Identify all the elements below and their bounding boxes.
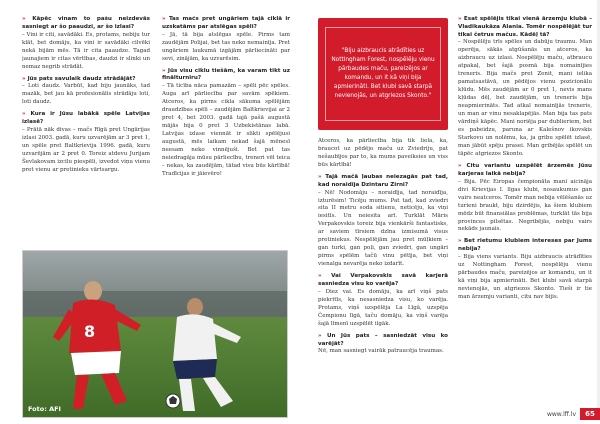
photo-illustration bbox=[23, 251, 288, 418]
qa-block bbox=[22, 16, 150, 72]
football-match-photo bbox=[22, 250, 288, 418]
pull-quote-text: "Biju aizbraucis atrādīties uz Nottingham Forest, nospēlēju vienu pārbaudes maču, pareizējos ar komandu, un it kā viņi bija apmierināti. Bet klubi savā starpā nevienojās, un atgriezos Skonto." bbox=[331, 48, 435, 99]
qa-block bbox=[162, 68, 290, 179]
pull-quote-box bbox=[318, 18, 448, 130]
question: » Vai Verpakovskis savā karjerā sasniedza visu ko varēja? bbox=[318, 273, 448, 288]
arrow-icon: » bbox=[458, 16, 464, 22]
svg-text:8: 8 bbox=[84, 322, 96, 341]
qa-block bbox=[458, 238, 592, 301]
question: » Jūs pats savulaik daudz strādājāt? bbox=[22, 75, 136, 82]
arrow-icon: » bbox=[458, 238, 465, 245]
qa-block bbox=[22, 111, 150, 174]
answer: Nē, man sasniegt vairāk patraucēja traumas. bbox=[318, 348, 444, 355]
answer: – Loti daudz. Varbūt, kad biju jaunāks, tad mazāk, bet jau kā profesionālis strādāju loti, loti daudz. bbox=[22, 83, 150, 106]
pull-quote-frame bbox=[325, 27, 441, 121]
question: » Bet rietumu klubiem intereses par Jums nebija? bbox=[458, 238, 592, 253]
page-number: 65 bbox=[580, 408, 600, 420]
column-3-flow bbox=[318, 138, 448, 360]
answer: – Tā ticība nāca pamazām – spēli pēc spēles. Auga arī pārliecība par savām spēkiem. Atceros, ka pirms cikla sākuma spēlējām draudzības spēli – zaudējām Baltkrievijai ar 2 pret 4, bet 2003. gadā tajā pašā augustā mājās bija 0 pret 3 Uzbekistānas labā. Latvijas izlase viennāt ir slikti spēlējusi augustā, mēs laikam nekad šajā mēnesī neesam neko vinnējuši. Bet pat tas neiedragāja mūsu pārliecību, treneri vēl teica – nekas, ka zaudējām, tātad visu būs kārtībā! Tradīcijas ir jāievēro! bbox=[162, 83, 290, 177]
arrow-icon: » bbox=[318, 273, 332, 280]
arrow-icon: » bbox=[22, 111, 31, 118]
arrow-icon: » bbox=[162, 16, 169, 22]
article-column-2 bbox=[162, 16, 290, 246]
answer: – Prātā nāk divas – mačs Rīgā pret Ungārijas izlasi 2003. gadā, kuru uzvarējām ar 3 pret 1, un spēle pret Baltkrievija 1996. gadā, kuru uzvarējām ar 2 pret 0. Toreiz atdevu Jurijam Ševlakovam izcilu piespēli, izvedot viņu vienu pret vienu ar pretinieku vārtsargu. bbox=[22, 126, 150, 173]
photo-caption: Foto: AFI bbox=[28, 405, 61, 413]
qa-block bbox=[318, 333, 448, 357]
website-link[interactable]: www.lff.lv bbox=[546, 411, 576, 418]
question: » Kāpēc vinam to pašu neizdevās sasniegt ar šo paaudzi, ar šo izlasi? bbox=[22, 16, 150, 30]
article-column-4 bbox=[458, 16, 592, 416]
question: » Kura ir Jūsu labākā spēle Latvijas izlasē? bbox=[22, 111, 150, 126]
arrow-icon: » bbox=[22, 16, 33, 22]
answer: – Diez vai. Es domāju, ka arī viņš pats piekritīs, ka nesasniedza visu, ko varēja. Protams, viņš uzspēlēja La Līgā, uzspēja Čempionu līgā, taču domāju, ka viņš varēja šajā līmenī uzspēlēt ilgāk. bbox=[318, 288, 448, 327]
arrow-icon: » bbox=[318, 173, 326, 180]
arrow-icon: » bbox=[162, 67, 168, 74]
article-column-1 bbox=[22, 16, 150, 246]
arrow-icon: » bbox=[318, 332, 328, 339]
qa-block bbox=[458, 16, 592, 159]
question: » Tajā mačā ļaubas neiezagās pat tad, kad noraidīja Dzintaru Zirni? bbox=[318, 173, 448, 188]
qa-block bbox=[318, 174, 448, 269]
question: » Jūs visu ciklu tiešām, ka varam tikt uz finālturnīru? bbox=[162, 67, 290, 82]
answer: – Nē! Nodomāju – noraidīja, tad noraidīja, izturēsim! Ticēju mums. Pat tad, kad zviedri sita II metru soda sitienu, neticēju, ka viņi iesitīs. Un neiesita arī. Turklāt Māris Verpakovskis toreiz bija vienkārši fantastisks, ar saviem tīrsiem dzīna izmisumā visus pretiniekus. Nespēlējām jau pret mūļkiem – gan turki, gan poļi, gan zviedri, gan ungāri pirms spēlēm tačū vinu pētīja, bet viņi vienalga nevarēja neko izdarīt. bbox=[318, 189, 448, 268]
answer: – Vini ir citi, savādāki. Es, protams, nebiju tur klāt, bet domāju, ka vini ir savādāki cilvēki nekā bijām mēs. Tā ir cita paaudze. Tagad jaunajiem ir citas vērtības, daudzi ir slinki un nemaz negrib strādāt. bbox=[22, 31, 150, 70]
answer: – Bija viens variants. Biju aizbraucis atrādīties uz Nottingham Forest, nospēlēju vienu pārbaudes maču, pareizējos ar komandu, un it kā viņi bija apmierināti. Bet klubi savā starpā nevienojās, un atgriezos Skonto. Tieši ir tie man ārzemju varianti, citu nav bijis. bbox=[458, 254, 592, 300]
qa-block bbox=[22, 76, 150, 108]
question: » Citu variantu uzspēlēt ārzemēs Jūsu karjeras laikā nebija? bbox=[458, 163, 592, 177]
arrow-icon: » bbox=[458, 163, 467, 170]
qa-block bbox=[162, 16, 290, 64]
qa-block bbox=[458, 163, 592, 234]
answer: – Jā, tā bija atslēgas spēle. Pirms tam zaudējām Polijai, bet tas neko nemainīja. Pret ungāriem laukumā izgājām pārliecināti par sevi, zinājām, ka uzvarēsim. bbox=[162, 31, 290, 62]
arrow-icon: » bbox=[22, 75, 28, 82]
qa-block bbox=[318, 273, 448, 329]
question: » Esat spēlējis tikai vienā ārzemju klubā – Vladikaukāza Alania. Tomēr nospēlējāt tur tikai četrus mačus. Kādēļ tā? bbox=[458, 16, 592, 38]
answer: – Nospēlēju trīs spēles un dabūju traumu. Man operēja, sākās atgūšanās un atceros, ka aizbraucu uz izlasi. Nospēlēju maču, atbraucu atpakaļ, bet šajā posmā bija nomainījies treneris. Bija mačs pret Zenit, mani ielika pamatsastāvā, un pēdējos vienu pozicionālu klūdu. Mēs zaudējām ar 0 pret 1, nevis mans kļūdas dēļ, bet zaudējām, un treneris bija neapmierināts. Tad atkal nomainījās treneris, un man ar vinu nesaklapējās. Man bija tas pats vārdiņš kāpēc. Mani noriēja par dublieriem, bet es pabeidzu, paruna ar Kalešnov ikovskis Starkovu un nolēmu, ka, ja gribu spēlēt izlasē, man jābūt spēju prasei. Man gribējās spēlēt un tāpēc atgriezos Skonto. bbox=[458, 39, 592, 158]
question: » Un Jūs pats – sasniedzāt visu ko varējāt? bbox=[318, 332, 448, 347]
answer: – Bija. Pēc Eiropas čempionāta mani aicināja divi Krievijas I. līgas klubi, nosaukumus gan vairs neatceros. Tomēr man nebija vēlēšanās uz turieni braukt, biju dzirdējis, ka šiem klubiem mēdz būt finansiālas problēmas, turklāt tās bija provinces pilsētas. Negribējās, nebiju vairs nekāds jaunais. bbox=[458, 178, 592, 233]
intro-paragraph: Atceros, ka pārliecība bija tik liela, ka, braucot uz pēdējo maču uz Zviedriju, pat nešaubījos par to, ka mums paveiksies un viss būs kārtībā! bbox=[318, 138, 448, 168]
question: » Tas mačs pret ungāriem tajā ciklā ir uzskatāms par atslēgas spēli? bbox=[162, 16, 290, 30]
